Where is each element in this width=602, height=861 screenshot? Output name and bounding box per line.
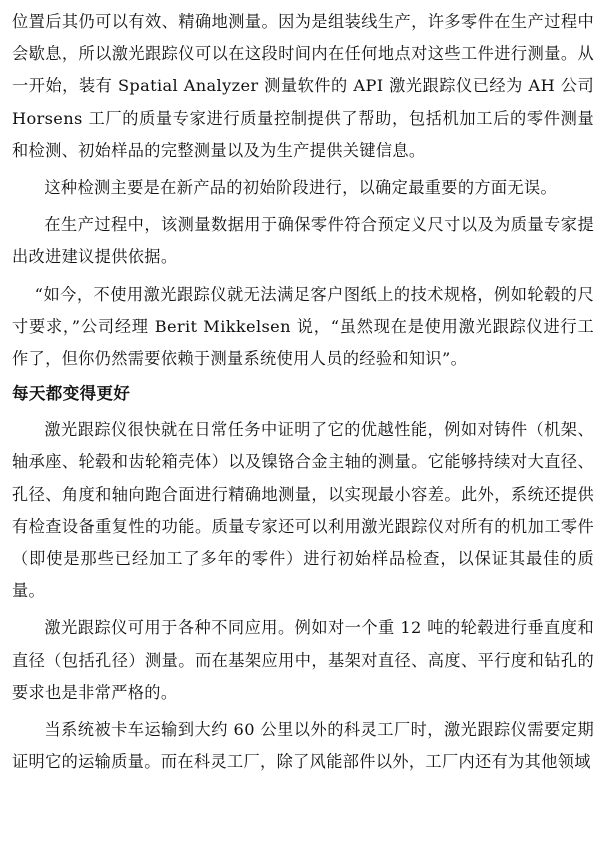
paragraph-transport: 当系统被卡车运输到大约 60 公里以外的科灵工厂时，激光跟踪仪需要定期证明它的运输质量。而在科灵工厂，除了风能部件以外，工厂内还有为其他领域 — [12, 720, 594, 772]
paragraph-superior-performance: 激光跟踪仪很快就在日常任务中证明了它的优越性能，例如对铸件（机架、轴承座、轮毂和齿轮箱壳体）以及镍铬合金主轴的测量。它能够持续对大直径、孔径、角度和轴向跑合面进行精确地测量，以实现最小容差。此外，系统还提供有检查设备重复性的功能。质量专家还可以利用激光跟踪仪对所有的机加工零件（即使是那些已经加工了多年的零件）进行初始样品检查，以保证其最佳的质量。 — [12, 420, 594, 601]
paragraph-initial-inspection: 这种检测主要是在新产品的初始阶段进行，以确定最重要的方面无误。 — [44, 178, 558, 198]
paragraph-applications: 激光跟踪仪可用于各种不同应用。例如对一个重 12 吨的轮毂进行垂直度和直径（包括孔径）测量。而在基架应用中，基架对直径、高度、平行度和钻孔的要求也是非常严格的。 — [12, 618, 594, 702]
section-heading: 每天都变得更好 — [12, 384, 131, 404]
paragraph-production-data: 在生产过程中，该测量数据用于确保零件符合预定义尺寸以及为质量专家提出改进建议提供依据。 — [12, 215, 594, 267]
paragraph-manager-quote: “如今，不使用激光跟踪仪就无法满足客户图纸上的技术规格，例如轮毂的尺寸要求，”公司经理 Berit Mikkelsen 说，“虽然现在是使用激光跟踪仪进行工作了，但你仍然需要依赖于测量系统使用人员的经验和知识”。 — [12, 284, 594, 369]
paragraph-continued-intro: 位置后其仍可以有效、精确地测量。因为是组装线生产，许多零件在生产过程中会歇息，所以激光跟踪仪可以在这段时间内在任何地点对这些工件进行测量。从一开始，装有 Spatial Analyzer 测量软件的 API 激光跟踪仪已经为 AH 公司 Horsens 工厂的质量专家进行质量控制提供了帮助，包括机加工后的零件测量和检测、初始样品的完整测量以及为生产提供关键信息。 — [12, 12, 594, 160]
